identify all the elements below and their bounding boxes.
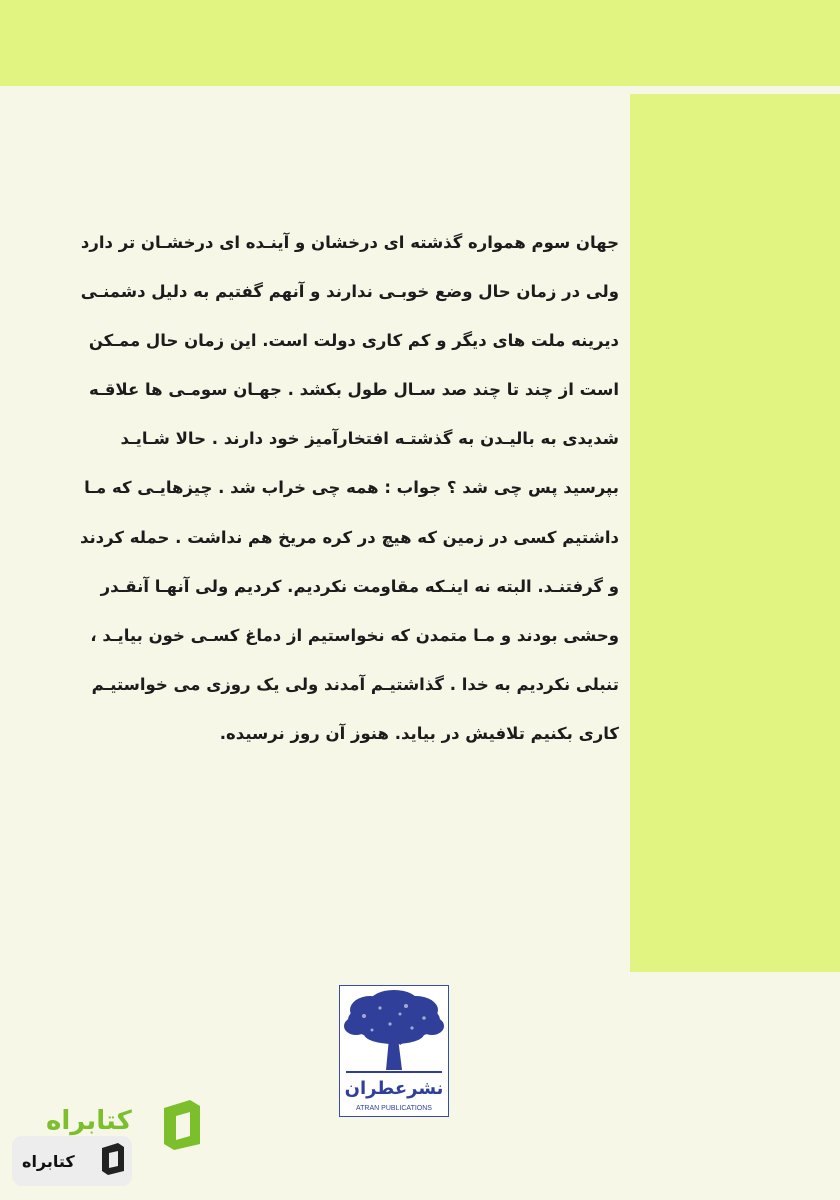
text-line: شدیدی به بالیـدن به گذشتـه افتخارآمیز خود دارند . حالا شـایـد	[120, 429, 619, 449]
ketabrah-book-icon	[100, 1142, 126, 1176]
watermark-main-label: کتابراه	[46, 1106, 132, 1136]
text-line: است از چند تا چند صد سـال طول بکشد . جهـان سومـی ها علاقـه	[88, 380, 619, 400]
ketabrah-book-icon	[160, 1098, 204, 1150]
text-line: و گرفتنـد. البته نه اینـکه مقاومت نکردیم. کردیم ولی آنهـا آنقـدر	[100, 576, 619, 596]
tree-logo-icon	[340, 986, 448, 1116]
text-line: داشتیم کسی در زمین که هیچ در کره مریخ هم نداشت . حمله کردند	[79, 527, 619, 547]
text-line: بپرسید پس چی شد ؟ جواب : همه چی خراب شد . چیزهایـی که مـا	[84, 478, 619, 498]
watermark-main	[12, 1098, 212, 1148]
back-cover-text	[64, 218, 619, 758]
ketabrah-watermark	[12, 1092, 212, 1188]
text-line: جهان سوم همواره گذشته ای درخشان و آینـده ای درخشـان تر دارد	[80, 233, 619, 252]
watermark-small-label: کتابراه	[22, 1152, 75, 1171]
text-line: تنبلی نکردیم به خدا . گذاشتیـم آمدند ولی یک روزی می خواستیـم	[91, 674, 619, 694]
publisher-name: نشرعطران	[344, 1078, 444, 1099]
text-line: دیرینه ملت های دیگر و کم کاری دولت است. این زمان حال ممـکن	[88, 331, 619, 351]
text-line: وحشی بودند و مـا متمدن که نخواستیم از دماغ کسـی خون بیایـد ،	[90, 625, 619, 645]
top-color-band	[0, 0, 840, 86]
publisher-latin-name: ATRAN PUBLICATIONS	[356, 1105, 432, 1112]
text-line: ولی در زمان حال وضع خوبـی ندارند و آنهم گفتیم به دلیل دشمنـی	[80, 282, 619, 302]
text-line: کاری بکنیم تلافیش در بیاید. هنوز آن روز نرسیده.	[219, 723, 619, 743]
publisher-logo	[339, 985, 449, 1117]
side-color-band	[630, 94, 840, 972]
